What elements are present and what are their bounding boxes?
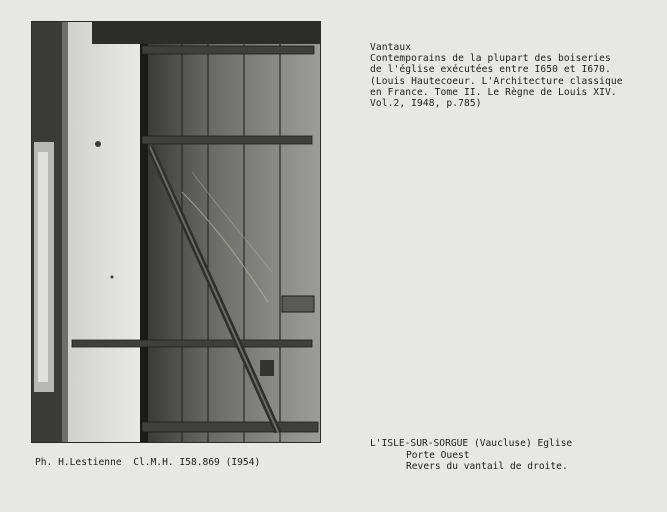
note-line: en France. Tome II. Le Règne de Louis XIV. xyxy=(370,86,617,98)
photo-credit: Ph. H.Lestienne Cl.M.H. I58.869 (I954) xyxy=(35,457,261,468)
note-line: Contemporains de la plupart des boiseries xyxy=(370,53,611,65)
location-subtitle: Porte Ouest xyxy=(406,449,470,461)
note-line: Vantaux xyxy=(370,42,412,53)
note-line: Vol.2, I948, p.785) xyxy=(370,98,482,110)
location-detail: Revers du vantail de droite. xyxy=(406,461,568,473)
note-line: de l'église exécutées entre I650 et I670. xyxy=(370,64,611,76)
location-title: L'ISLE-SUR-SORGUE (Vaucluse) Eglise xyxy=(370,438,573,449)
descriptive-note xyxy=(370,42,660,109)
location-caption xyxy=(370,438,572,473)
note-line: (Louis Hautecoeur. L'Architecture classique xyxy=(370,75,623,87)
door-photograph xyxy=(31,21,321,443)
